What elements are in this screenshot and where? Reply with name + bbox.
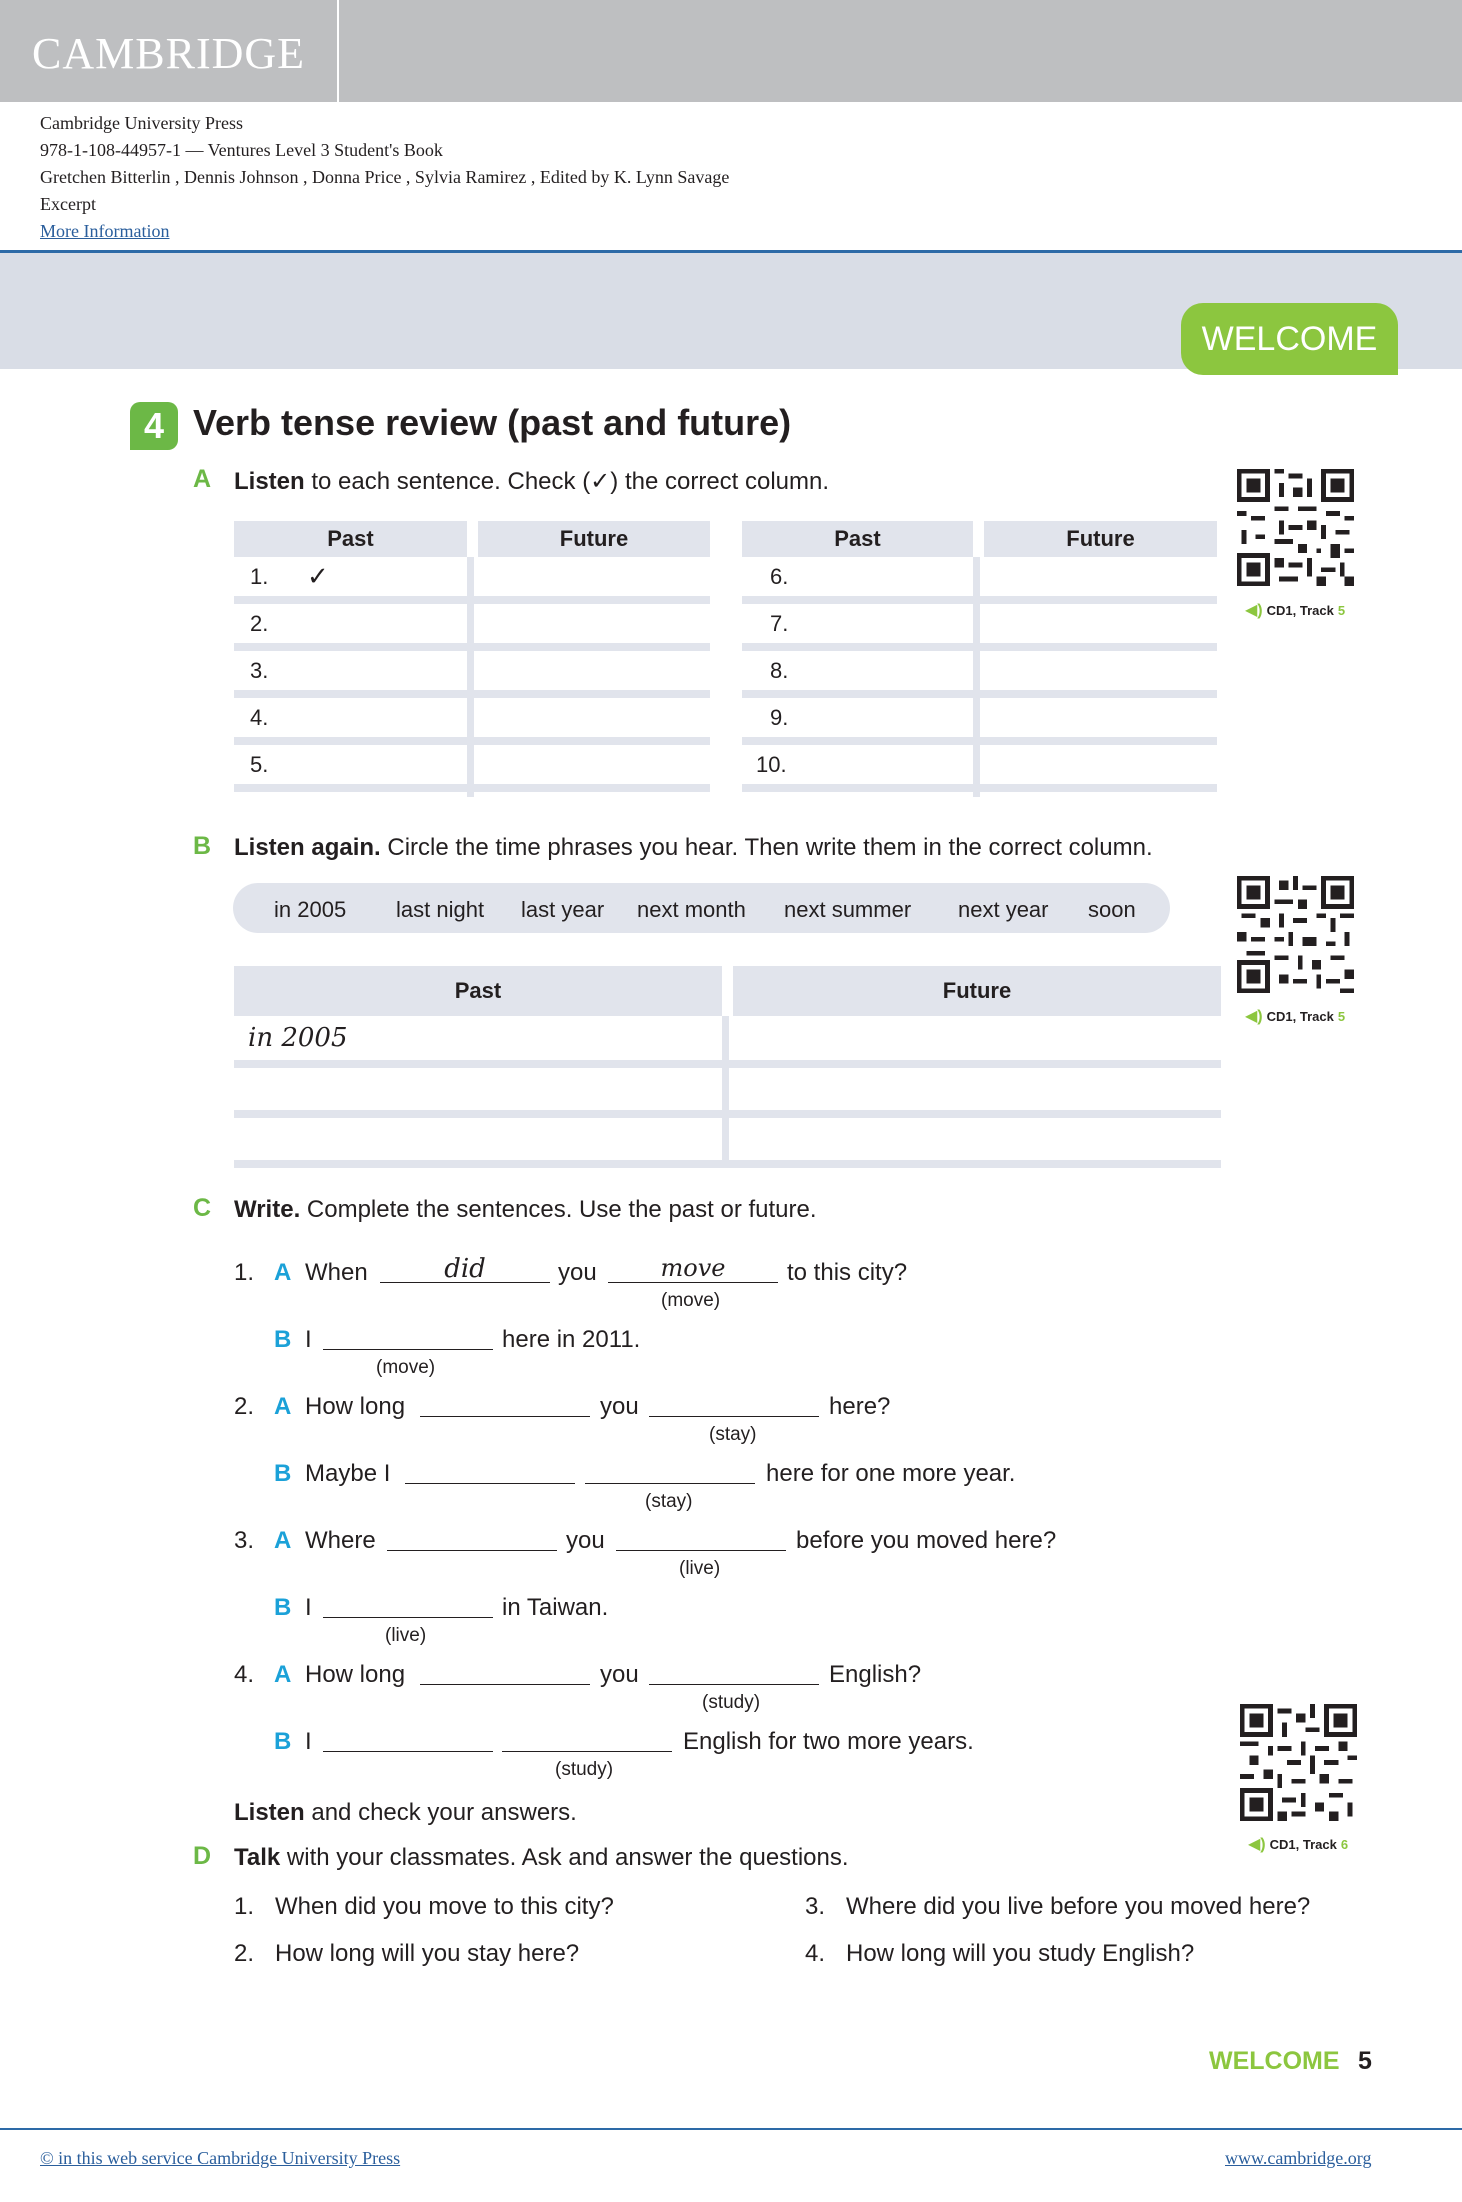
phrase-item[interactable]: next year xyxy=(958,897,1049,922)
speaker-b: B xyxy=(274,1460,292,1487)
table-row xyxy=(234,651,710,698)
speaker-b: B xyxy=(274,1728,292,1755)
question-text: How long will you stay here? xyxy=(275,1940,580,1967)
welcome-tab: WELCOME xyxy=(1181,303,1398,375)
sentence-text: When xyxy=(305,1259,368,1286)
table-a-right xyxy=(742,557,1217,792)
phrase-item[interactable]: soon xyxy=(1088,897,1136,922)
answer-blank[interactable] xyxy=(585,1455,755,1484)
audio-track-number: 5 xyxy=(1337,602,1346,618)
table-row xyxy=(234,557,710,604)
sentence-text: Where xyxy=(305,1527,376,1554)
part-b-letter: B xyxy=(193,832,212,860)
sentence-text: English for two more years. xyxy=(683,1728,974,1755)
speaker-a: A xyxy=(274,1393,292,1420)
section-number-badge: 4 xyxy=(130,402,178,450)
row-number: 3. xyxy=(250,657,269,683)
row-number: 6. xyxy=(770,563,789,589)
part-c-text: Complete the sentences. Use the past or future. xyxy=(300,1196,817,1223)
phrase-item[interactable]: next month xyxy=(637,897,746,922)
question-item xyxy=(234,1940,579,1968)
sentence-text: you xyxy=(600,1661,639,1688)
verb-hint: (study) xyxy=(702,1692,761,1713)
part-a-instruction xyxy=(234,467,829,496)
speaker-icon: ◀) xyxy=(1245,602,1263,619)
question-item xyxy=(805,1893,1310,1921)
row-number: 8. xyxy=(770,657,789,683)
question-number: 2. xyxy=(234,1940,255,1967)
cambridge-logo: CAMBRIDGE xyxy=(32,29,306,78)
item-number: 2. xyxy=(234,1393,255,1420)
table-b-past-header: Past xyxy=(234,966,722,1016)
listen-bold: Listen xyxy=(234,1799,305,1826)
audio-track-number: 6 xyxy=(1340,1836,1349,1852)
handwritten-answer: move xyxy=(660,1254,726,1282)
sentence-text: you xyxy=(558,1259,597,1286)
row-number: 1. xyxy=(250,563,269,589)
part-c-instruction xyxy=(234,1196,817,1224)
speaker-icon: ◀) xyxy=(1248,1836,1266,1853)
table-row xyxy=(234,604,710,651)
verb-hint: (move) xyxy=(661,1290,721,1311)
sentence-text: I xyxy=(305,1728,312,1755)
sentence-text: in Taiwan. xyxy=(502,1594,609,1621)
copyright-link[interactable]: © in this web service Cambridge University Press xyxy=(40,2148,401,2168)
part-d-text: with your classmates. Ask and answer the questions. xyxy=(280,1844,849,1871)
sentence-text: here in 2011. xyxy=(502,1326,641,1353)
question-number: 3. xyxy=(805,1893,826,1920)
qr-code-icon[interactable] xyxy=(1237,469,1354,586)
verb-hint: (study) xyxy=(555,1759,614,1780)
sentence-text: How long xyxy=(305,1661,406,1688)
answer-blank[interactable] xyxy=(420,1656,590,1685)
speaker-icon: ◀) xyxy=(1245,1008,1263,1025)
table-b xyxy=(234,1016,1221,1168)
table-a-right-future-header: Future xyxy=(984,521,1217,557)
question-number: 4. xyxy=(805,1940,826,1967)
audio-track-number: 5 xyxy=(1337,1008,1346,1024)
audio-cd: CD1, Track xyxy=(1266,602,1334,618)
row-number: 7. xyxy=(770,610,789,636)
sentence-text: I xyxy=(305,1594,312,1621)
question-item xyxy=(234,1893,614,1921)
speaker-b: B xyxy=(274,1326,292,1353)
part-b-bold: Listen again. xyxy=(234,834,381,861)
sentence-text: English? xyxy=(829,1661,922,1688)
table-row xyxy=(234,698,710,745)
audio-track-label[interactable] xyxy=(1248,1834,1348,1854)
isbn-title: 978-1-108-44957-1 — Ventures Level 3 Student's Book xyxy=(40,140,443,160)
answer-blank[interactable] xyxy=(380,1254,550,1283)
phrase-item[interactable]: last night xyxy=(396,897,485,922)
table-a-left xyxy=(234,557,710,792)
question-text: Where did you live before you moved here? xyxy=(846,1893,1311,1920)
part-a-letter: A xyxy=(193,465,212,493)
publisher: Cambridge University Press xyxy=(40,113,243,133)
table-row xyxy=(742,651,1217,698)
part-b-text: Circle the time phrases you hear. Then write them in the correct column. xyxy=(380,834,1153,861)
row-number: 9. xyxy=(770,704,789,730)
book-metadata xyxy=(40,110,729,245)
row-number: 2. xyxy=(250,610,269,636)
website-link[interactable]: www.cambridge.org xyxy=(1225,2148,1372,2168)
answer-blank[interactable] xyxy=(323,1723,493,1752)
section-title: Verb tense review (past and future) xyxy=(193,402,792,443)
more-information-link[interactable]: More Information xyxy=(40,221,170,241)
table-row xyxy=(742,745,1217,792)
row-number: 4. xyxy=(250,704,269,730)
excerpt-label: Excerpt xyxy=(40,194,96,214)
table-b-future-header: Future xyxy=(733,966,1221,1016)
question-text: When did you move to this city? xyxy=(275,1893,614,1920)
sentence-text: you xyxy=(600,1393,639,1420)
answer-blank[interactable] xyxy=(616,1522,786,1551)
qr-code-icon[interactable] xyxy=(1240,1704,1357,1821)
verb-hint: (live) xyxy=(679,1558,721,1579)
verb-hint: (stay) xyxy=(645,1491,693,1512)
sentence-text: you xyxy=(566,1527,605,1554)
table-row xyxy=(234,1016,1221,1068)
row-number: 10. xyxy=(756,751,787,777)
table-a-left-past-header: Past xyxy=(234,521,467,557)
part-b-instruction xyxy=(234,834,1153,862)
sentence-text: to this city? xyxy=(787,1259,908,1286)
audio-cd: CD1, Track xyxy=(1266,1008,1334,1024)
table-a-right-past-header: Past xyxy=(742,521,973,557)
verb-hint: (move) xyxy=(376,1357,436,1378)
answer-blank[interactable] xyxy=(323,1321,493,1350)
answer-blank[interactable] xyxy=(649,1656,819,1685)
table-row xyxy=(742,557,1217,604)
speaker-a: A xyxy=(274,1259,292,1286)
listen-check-instruction xyxy=(234,1799,577,1827)
handwritten-answer: in 2005 xyxy=(248,1023,348,1053)
audio-track-label[interactable] xyxy=(1245,600,1345,620)
question-number: 1. xyxy=(234,1893,255,1920)
verb-hint: (live) xyxy=(385,1625,427,1646)
handwritten-answer: did xyxy=(444,1254,486,1284)
qr-code-icon[interactable] xyxy=(1237,876,1354,993)
item-number: 4. xyxy=(234,1661,255,1688)
phrase-item[interactable]: last year xyxy=(521,897,605,922)
check-mark: ✓ xyxy=(307,561,329,591)
answer-blank[interactable] xyxy=(387,1522,557,1551)
speaker-a: A xyxy=(274,1527,292,1554)
table-row xyxy=(234,1068,1221,1118)
verb-hint: (stay) xyxy=(709,1424,757,1445)
part-d-bold: Talk xyxy=(234,1844,281,1871)
question-text: How long will you study English? xyxy=(846,1940,1195,1967)
answer-blank[interactable] xyxy=(420,1388,590,1417)
answer-blank[interactable] xyxy=(608,1254,778,1283)
phrase-item[interactable]: next summer xyxy=(784,897,912,922)
speaker-a: A xyxy=(274,1661,292,1688)
item-number: 1. xyxy=(234,1259,255,1286)
listen-text: and check your answers. xyxy=(304,1799,577,1826)
authors: Gretchen Bitterlin , Dennis Johnson , Donna Price , Sylvia Ramirez , Edited by K. Lynn Savage xyxy=(40,167,730,187)
answer-blank[interactable] xyxy=(649,1388,819,1417)
audio-cd: CD1, Track xyxy=(1269,1836,1337,1852)
table-row xyxy=(742,604,1217,651)
row-number: 5. xyxy=(250,751,269,777)
audio-track-label[interactable] xyxy=(1245,1006,1345,1026)
table-a-left-future-header: Future xyxy=(478,521,710,557)
sentence-text: here? xyxy=(829,1393,891,1420)
sentence-text: How long xyxy=(305,1393,406,1420)
part-a-text: to each sentence. Check (✓) the correct column. xyxy=(304,468,830,495)
answer-blank[interactable] xyxy=(323,1589,493,1618)
page-number: 5 xyxy=(1358,2047,1372,2075)
sentence-text: I xyxy=(305,1326,312,1353)
table-row xyxy=(234,1118,1221,1168)
speaker-b: B xyxy=(274,1594,292,1621)
item-number: 3. xyxy=(234,1527,255,1554)
part-c-bold: Write. xyxy=(234,1196,301,1223)
table-row xyxy=(234,745,710,792)
answer-blank[interactable] xyxy=(405,1455,575,1484)
table-row xyxy=(742,698,1217,745)
footer-rule xyxy=(0,2128,1462,2130)
sentence-text: Maybe I xyxy=(305,1460,391,1487)
question-item xyxy=(805,1940,1194,1968)
answer-blank[interactable] xyxy=(502,1723,672,1752)
sentence-text: here for one more year. xyxy=(766,1460,1016,1487)
part-d-instruction xyxy=(234,1844,849,1872)
part-c-letter: C xyxy=(193,1194,212,1222)
footer-section-label: WELCOME xyxy=(1209,2047,1340,2075)
part-d-letter: D xyxy=(193,1842,212,1870)
part-a-bold: Listen xyxy=(234,468,305,495)
phrase-item[interactable]: in 2005 xyxy=(274,897,347,922)
sentence-text: before you moved here? xyxy=(796,1527,1057,1554)
